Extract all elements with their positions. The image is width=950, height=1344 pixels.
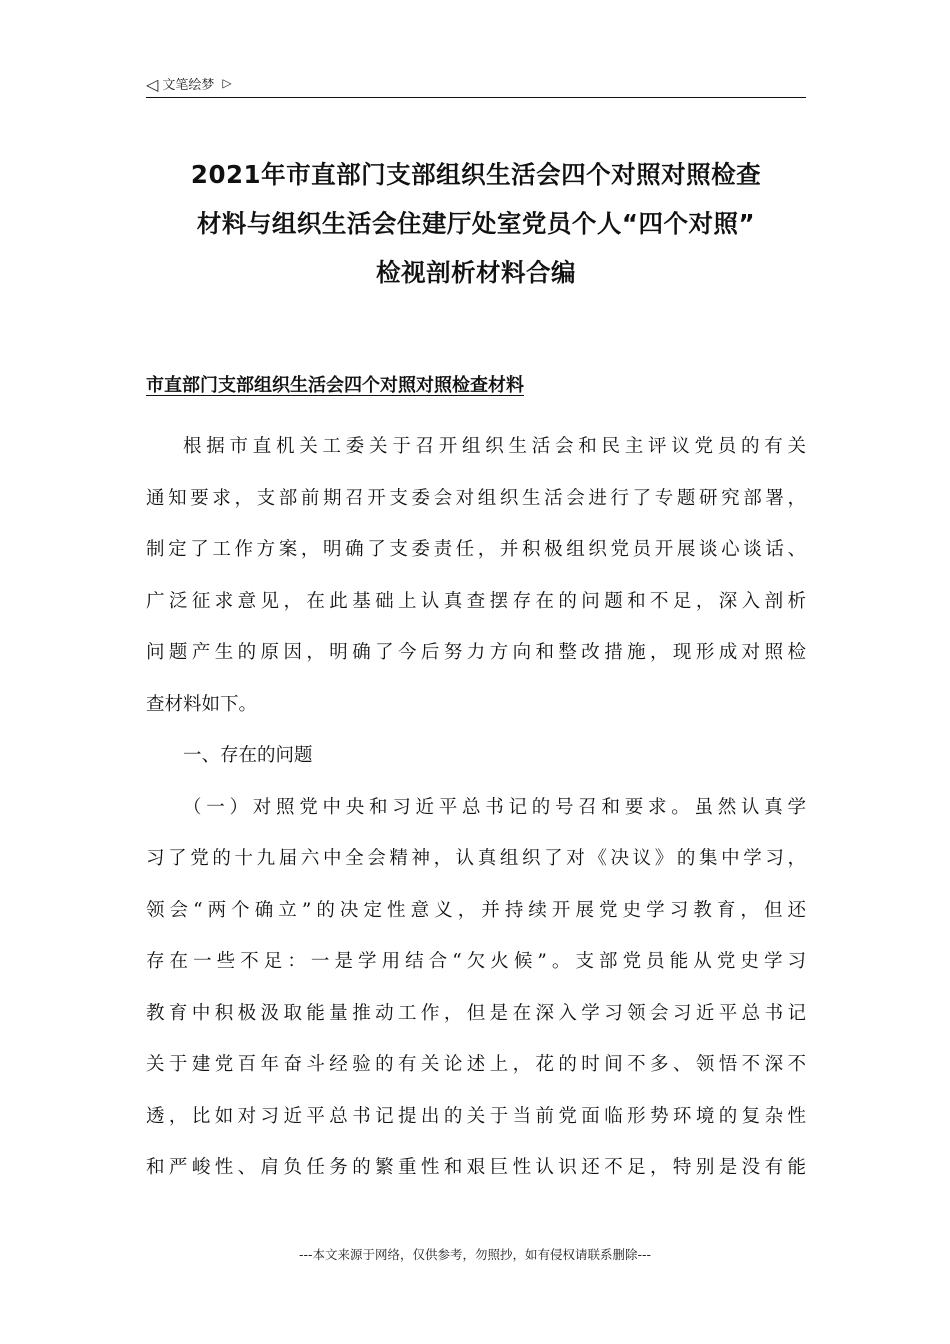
- paragraph-line: 和严峻性、肩负任务的繁重性和艰巨性认识还不足，特别是没有能: [146, 1157, 806, 1178]
- paragraph-line: 广泛征求意见，在此基础上认真查摆存在的问题和不足，深入剖析: [146, 590, 806, 612]
- title-line: 检视剖析材料合编: [376, 258, 576, 287]
- paragraph-line: 通知要求，支部前期召开支委会对组织生活会进行了专题研究部署，: [146, 487, 806, 509]
- paragraph-line: 根据市直机关工委关于召开组织生活会和民主评议党员的有关: [183, 436, 806, 457]
- paragraph-line: 关于建党百年奋斗经验的有关论述上，花的时间不多、领悟不深不: [146, 1054, 806, 1075]
- paragraph-line: 制定了工作方案，明确了支委责任，并积极组织党员开展谈心谈话、: [146, 539, 806, 560]
- paragraph-intro: [146, 421, 806, 1194]
- right-triangle-icon: ▷: [222, 76, 232, 90]
- header-divider: [146, 97, 806, 98]
- paragraph-line: 教育中积极汲取能量推动工作，但是在深入学习领会习近平总书记: [146, 1002, 806, 1024]
- paragraph-line: 领会“两个确立”的决定性意义，并持续开展党史学习教育，但还: [146, 899, 806, 921]
- left-triangle-icon: ◁: [146, 75, 159, 94]
- heading-problems: 一、存在的问题: [183, 745, 313, 766]
- paragraph-line: 习了党的十九届六中全会精神，认真组织了对《决议》的集中学习，: [146, 848, 806, 869]
- paragraph-line: （一）对照党中央和习近平总书记的号召和要求。虽然认真学: [183, 796, 806, 818]
- title-line: 材料与组织生活会住建厅处室党员个人“四个对照”: [196, 209, 756, 238]
- section-title: 市直部门支部组织生活会四个对照对照检查材料: [146, 375, 524, 396]
- header-brand: 文笔绘梦: [162, 78, 215, 93]
- paragraph-line: 透，比如对习近平总书记提出的关于当前党面临形势环境的复杂性: [146, 1105, 806, 1127]
- paragraph-line: 查材料如下。: [146, 693, 258, 715]
- paragraph-line: 问题产生的原因，明确了今后努力方向和整改措施，现形成对照检: [146, 642, 806, 663]
- paragraph-line: 存在一些不足：一是学用结合“欠火候”。支部党员能从党史学习: [146, 951, 806, 972]
- page-footer: ---本文来源于网络，仅供参考，勿照抄，如有侵权请联系删除---: [298, 1247, 652, 1262]
- page-header: [146, 74, 806, 98]
- document-title: [146, 150, 806, 297]
- title-line: 2021年市直部门支部组织生活会四个对照对照检查: [190, 160, 762, 189]
